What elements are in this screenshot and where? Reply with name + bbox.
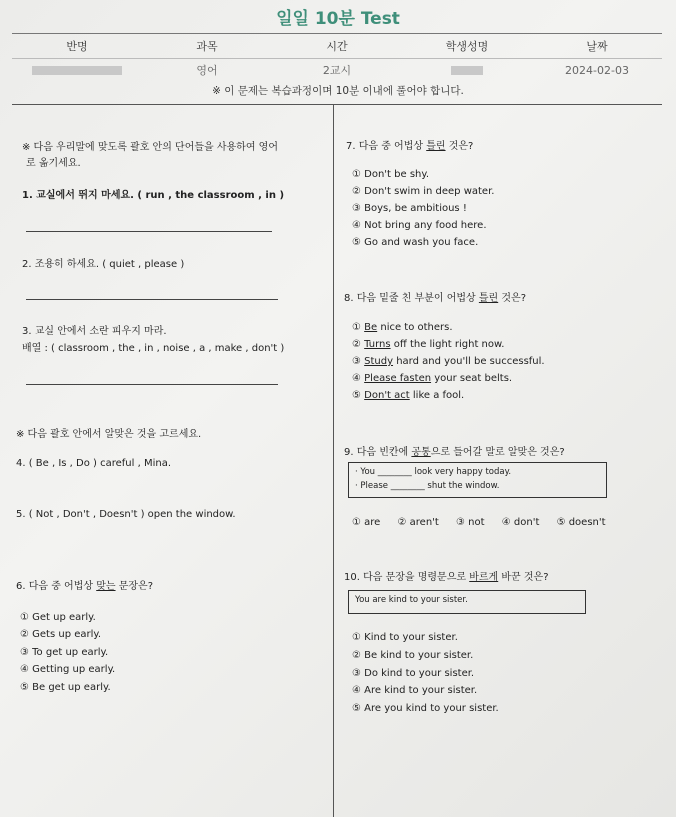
- q7-option-4[interactable]: ④ Not bring any food here.: [352, 220, 487, 231]
- question-8-suffix: 것은?: [498, 293, 527, 304]
- question-10-prefix: 10. 다음 문장을 명령문으로: [344, 572, 470, 583]
- right-column: [334, 0, 676, 817]
- q7-option-3[interactable]: ③ Boys, be ambitious !: [352, 203, 467, 214]
- section1-instruction-line1: ※ 다음 우리말에 맞도록 괄호 안의 단어들을 사용하여 영어: [22, 142, 278, 153]
- question-1: 1. 교실에서 뛰지 마세요. ( run , the classroom , in ): [22, 190, 285, 201]
- q10-sentence: You are kind to your sister.: [355, 595, 468, 605]
- q9-option-1[interactable]: ① are: [352, 517, 381, 528]
- question-4: 4. ( Be , Is , Do ) careful , Mina.: [16, 458, 172, 469]
- header-subject-value: 영어: [196, 64, 218, 77]
- q8-option-3-rest: hard and you'll be successful.: [393, 356, 545, 367]
- answer-line-2[interactable]: [26, 299, 278, 300]
- q7-option-2[interactable]: ② Don't swim in deep water.: [352, 186, 495, 197]
- q8-option-4-num: ④: [352, 373, 365, 384]
- question-9: [344, 443, 565, 458]
- question-7: [346, 137, 473, 152]
- left-column: [0, 0, 333, 817]
- q8-option-5-num: ⑤: [352, 390, 365, 401]
- q6-option-4[interactable]: ④ Getting up early.: [20, 664, 116, 675]
- q9-option-5[interactable]: ⑤ doesn't: [556, 517, 606, 528]
- q6-option-2[interactable]: ② Gets up early.: [20, 629, 102, 640]
- question-8-underlined: 틀린: [478, 293, 499, 304]
- question-10-suffix: 바꾼 것은?: [498, 572, 549, 583]
- q6-option-5[interactable]: ⑤ Be get up early.: [20, 682, 111, 693]
- header-time-label: 시간: [326, 40, 348, 53]
- q9-option-4[interactable]: ④ don't: [501, 517, 540, 528]
- question-7-underlined: 틀린: [426, 141, 446, 152]
- q8-option-1-rest: nice to others.: [377, 322, 453, 333]
- q8-option-4-rest: your seat belts.: [431, 373, 513, 384]
- q6-option-3[interactable]: ③ To get up early.: [20, 647, 109, 658]
- q8-option-2-num: ②: [352, 339, 365, 350]
- q10-option-2[interactable]: ② Be kind to your sister.: [352, 650, 474, 661]
- header-date-label: 날짜: [586, 40, 608, 53]
- q8-option-3-num: ③: [352, 356, 365, 367]
- question-7-suffix: 것은?: [445, 141, 474, 152]
- q8-option-2-underlined: Turns: [364, 339, 391, 350]
- header-period-value: 2교시: [322, 64, 352, 77]
- question-6-suffix: 문장은?: [115, 581, 154, 592]
- q6-option-1[interactable]: ① Get up early.: [20, 612, 96, 623]
- answer-line-1[interactable]: [26, 231, 272, 232]
- page-title: 일일 10분 Test: [276, 9, 400, 29]
- q7-option-1[interactable]: ① Don't be shy.: [352, 169, 430, 180]
- q10-option-3[interactable]: ③ Do kind to your sister.: [352, 668, 475, 679]
- q7-option-5[interactable]: ⑤ Go and wash you face.: [352, 237, 479, 248]
- question-2: 2. 조용히 하세요. ( quiet , please ): [22, 259, 185, 270]
- q8-option-1-underlined: Be: [364, 322, 378, 333]
- q8-option-2[interactable]: [352, 339, 504, 350]
- question-5: 5. ( Not , Don't , Doesn't ) open the window.: [16, 509, 236, 520]
- q9-sentence-1: · You ________ look very happy today.: [355, 467, 512, 477]
- q10-option-5[interactable]: ⑤ Are you kind to your sister.: [352, 703, 499, 714]
- q8-option-1[interactable]: [352, 322, 453, 333]
- question-3-line1: 3. 교실 안에서 소란 피우지 마라.: [22, 326, 167, 337]
- q9-option-3[interactable]: ③ not: [456, 517, 485, 528]
- header-date-value: 2024-02-03: [565, 63, 629, 77]
- q8-option-1-num: ①: [352, 322, 365, 333]
- q10-option-1[interactable]: ① Kind to your sister.: [352, 632, 458, 643]
- question-9-underlined: 공통: [411, 447, 431, 458]
- question-8-prefix: 8. 다음 밑줄 친 부분이 어법상: [344, 293, 479, 304]
- q9-option-2[interactable]: ② aren't: [397, 517, 439, 528]
- section1-instruction-line2: 로 옮기세요.: [26, 158, 81, 169]
- question-6: [16, 577, 153, 592]
- q8-option-4-underlined: Please fasten: [364, 373, 432, 384]
- header-student-label: 학생성명: [445, 40, 489, 53]
- q8-option-2-rest: off the light right now.: [390, 339, 505, 350]
- section2-instruction: ※ 다음 괄호 안에서 알맞은 것을 고르세요.: [16, 429, 202, 440]
- q9-sentence-box: [348, 462, 607, 498]
- q8-option-4[interactable]: [352, 373, 512, 384]
- q8-option-5-underlined: Don't act: [364, 390, 410, 401]
- answer-line-3[interactable]: [26, 384, 278, 385]
- question-6-underlined: 맞는: [96, 581, 116, 592]
- question-7-prefix: 7. 다음 중 어법상: [346, 141, 427, 152]
- question-9-suffix: 으로 들어갈 말로 알맞은 것은?: [430, 447, 565, 458]
- header-class-label: 반명: [66, 40, 88, 53]
- q10-option-4[interactable]: ④ Are kind to your sister.: [352, 685, 478, 696]
- q8-option-3-underlined: Study: [364, 356, 394, 367]
- question-3-line2: 배열 : ( classroom , the , in , noise , a , make , don't ): [22, 343, 285, 354]
- question-6-prefix: 6. 다음 중 어법상: [16, 581, 97, 592]
- notice-text: ※ 이 문제는 복습과정이며 10분 이내에 풀어야 합니다.: [212, 85, 464, 97]
- q9-sentence-2: · Please ________ shut the window.: [355, 481, 500, 491]
- q10-sentence-box: [348, 590, 586, 614]
- question-8: [344, 289, 526, 304]
- question-9-prefix: 9. 다음 빈칸에: [344, 447, 412, 458]
- q9-options: [352, 517, 620, 528]
- q8-option-5[interactable]: [352, 390, 464, 401]
- header-subject-label: 과목: [196, 40, 218, 53]
- q8-option-3[interactable]: [352, 356, 545, 367]
- question-10-underlined: 바르게: [469, 572, 499, 583]
- q8-option-5-rest: like a fool.: [409, 390, 465, 401]
- question-10: [344, 568, 549, 583]
